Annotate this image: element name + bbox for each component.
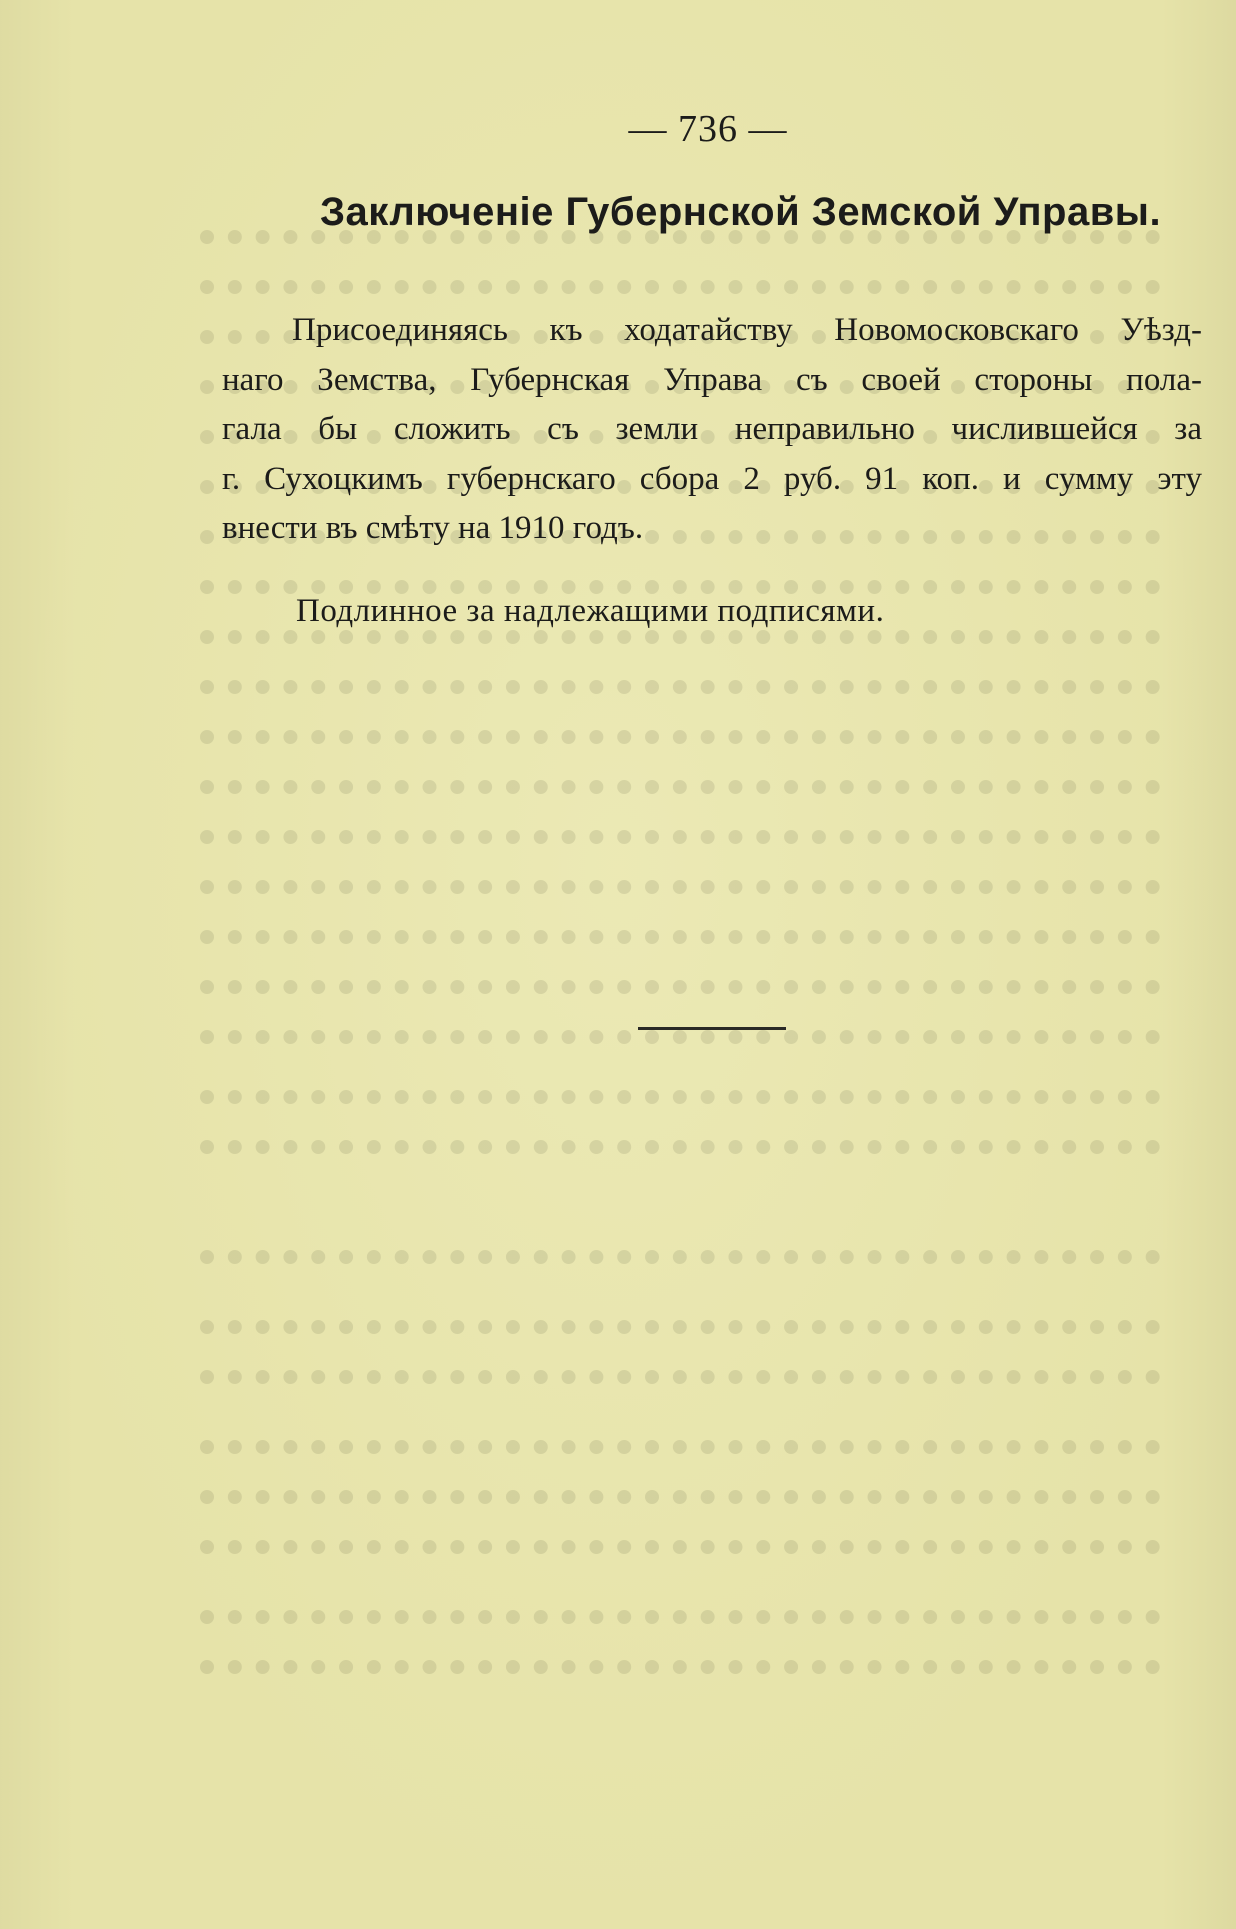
paragraph-line: гала бы сложить съ земли неправильно числившейся за [222, 411, 1202, 447]
section-heading: Заключеніе Губернской Земской Управы. [320, 190, 1162, 234]
signature-note: Подлинное за надлежащими подписями. [296, 593, 885, 629]
paragraph-line: внести въ смѣту на 1910 годъ. [222, 510, 644, 546]
body-paragraph [222, 306, 1202, 554]
paragraph-line: Присоединяясь къ ходатайству Новомосковскаго Уѣзд- [292, 312, 1202, 348]
paragraph-line: г. Сухоцкимъ губернскаго сбора 2 руб. 91 коп. и сумму эту [222, 460, 1202, 497]
paragraph-line: наго Земства, Губернская Управа съ своей стороны пола- [222, 361, 1202, 398]
page-number: — 736 — [628, 108, 788, 150]
horizontal-rule [638, 1027, 786, 1030]
